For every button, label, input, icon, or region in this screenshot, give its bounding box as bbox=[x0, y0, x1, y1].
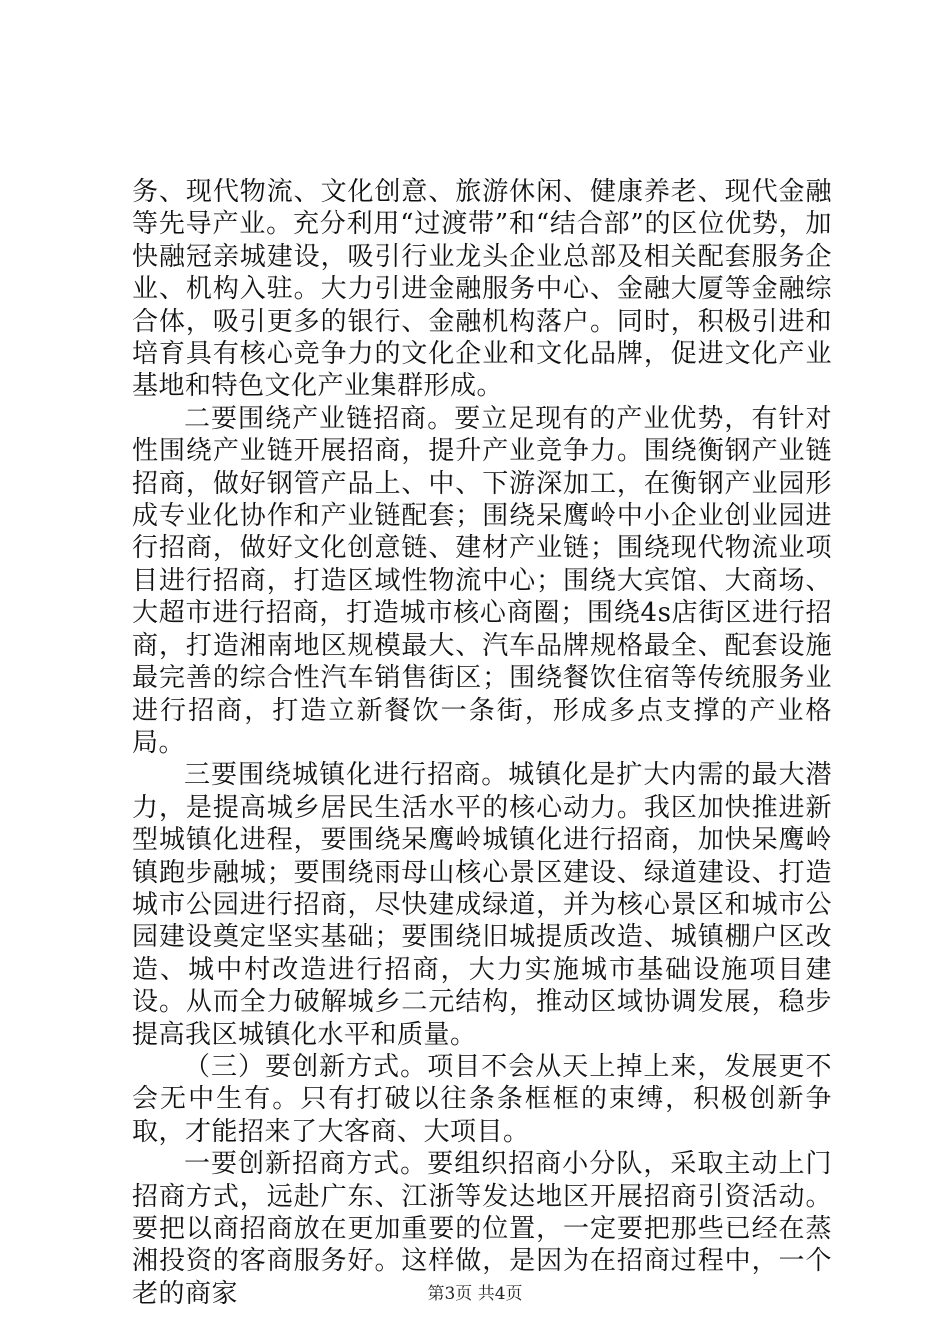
page-footer: 第3页 共4页 bbox=[427, 1284, 523, 1304]
paragraph-innovation-heading: （三）要创新方式。项目不会从天上掉上来，发展更不会无中生有。只有打破以往条条框框的束缚，积极创新争取，才能招来了大客商、大项目。 bbox=[132, 1051, 832, 1147]
document-body bbox=[132, 176, 832, 1310]
paragraph-continued: 务、现代物流、文化创意、旅游休闲、健康养老、现代金融等先导产业。充分利用“过渡带”和“结合部”的区位优势，加快融冠亲城建设，吸引行业龙头企业总部及相关配套服务企业、机构入驻。大力引进金融服务中心、金融大厦等金融综合体，吸引更多的银行、金融机构落户。同时，积极引进和培育具有核心竞争力的文化企业和文化品牌，促进文化产业基地和特色文化产业集群形成。 bbox=[132, 177, 832, 402]
paragraph-industry-chain: 二要围绕产业链招商。要立足现有的产业优势，有针对性围绕产业链开展招商，提升产业竞争力。围绕衡钢产业链招商，做好钢管产品上、中、下游深加工，在衡钢产业园形成专业化协作和产业链配套；围绕呆鹰岭中小企业创业园进行招商，做好文化创意链、建材产业链；围绕现代物流业项目进行招商，打造区域性物流中心；围绕大宾馆、大商场、大超市进行招商，打造城市核心商圈；围绕4s店街区进行招商，打造湘南地区规模最大、汽车品牌规格最全、配套设施最完善的综合性汽车销售街区；围绕餐饮住宿等传统服务业进行招商，打造立新餐饮一条街，形成多点支撑的产业格局。 bbox=[132, 403, 832, 758]
paragraph-urbanization: 三要围绕城镇化进行招商。城镇化是扩大内需的最大潜力，是提高城乡居民生活水平的核心动力。我区加快推进新型城镇化进程，要围绕呆鹰岭城镇化进行招商，加快呆鹰岭镇跑步融城；要围绕雨母山核心景区建设、绿道建设、打造城市公园进行招商，尽快建成绿道，并为核心景区和城市公园建设奠定坚实基础；要围绕旧城提质改造、城镇棚户区改造、城中村改造进行招商，大力实施城市基础设施项目建设。从而全力破解城乡二元结构，推动区域协调发展，稳步提高我区城镇化水平和质量。 bbox=[132, 760, 832, 1050]
paragraph-innovation-methods: 一要创新招商方式。要组织招商小分队，采取主动上门招商方式，远赴广东、江浙等发达地区开展招商引资活动。要把以商招商放在更加重要的位置，一定要把那些已经在蒸湘投资的客商服务好。这样做，是因为在招商过程中，一个老的商家 bbox=[132, 1149, 832, 1309]
